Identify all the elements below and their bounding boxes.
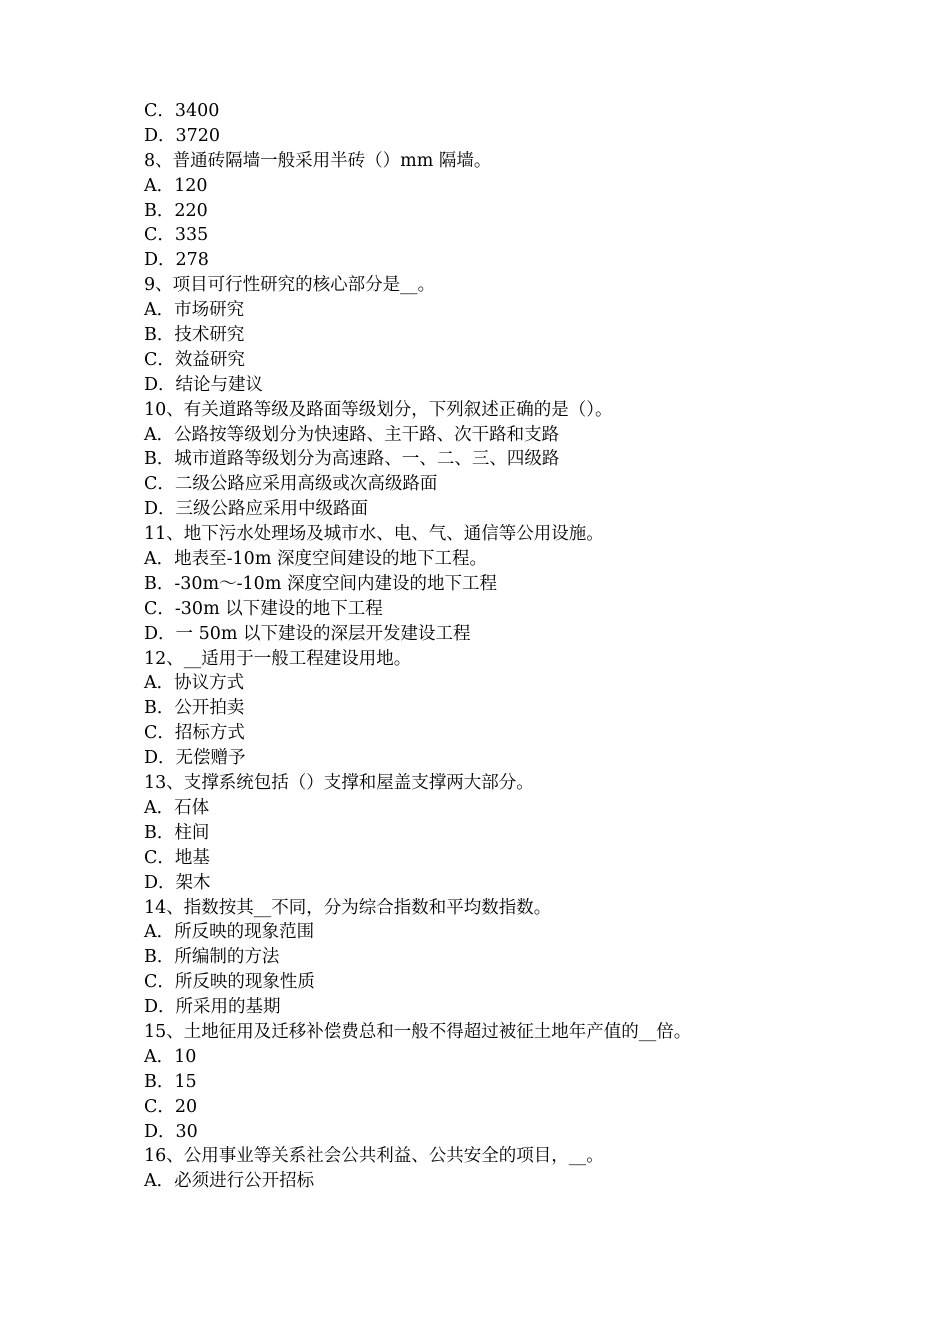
answer-option-c: C．3400 bbox=[144, 101, 220, 121]
answer-option-c: C．地基 bbox=[144, 847, 210, 868]
answer-option-b: B．所编制的方法 bbox=[144, 947, 280, 968]
answer-option-d: D．3720 bbox=[144, 125, 221, 146]
answer-option-a: A．石体 bbox=[144, 797, 210, 818]
answer-option-d: D．一 50m 以下建设的深层开发建设工程 bbox=[144, 623, 471, 644]
answer-option-d: D．所采用的基期 bbox=[144, 997, 281, 1018]
answer-option-d: D．30 bbox=[144, 1121, 198, 1142]
question-16: 16、公用事业等关系社会公共利益、公共安全的项目，__。 bbox=[144, 1146, 604, 1167]
answer-option-b: B．公开拍卖 bbox=[144, 698, 245, 719]
answer-option-b: B．城市道路等级划分为高速路、一、二、三、四级路 bbox=[144, 449, 560, 470]
answer-option-a: A．10 bbox=[144, 1046, 197, 1067]
answer-option-c: C．所反映的现象性质 bbox=[144, 972, 315, 993]
answer-option-d: D．三级公路应采用中级路面 bbox=[144, 499, 369, 520]
question-10: 10、有关道路等级及路面等级划分，下列叙述正确的是（）。 bbox=[144, 399, 613, 420]
answer-option-c: C．-30m 以下建设的地下工程 bbox=[144, 598, 383, 619]
answer-option-b: B．15 bbox=[144, 1071, 197, 1092]
answer-option-a: A．地表至-10m 深度空间建设的地下工程。 bbox=[144, 549, 487, 570]
document-page bbox=[144, 99, 864, 1194]
answer-option-c: C．335 bbox=[144, 225, 209, 246]
answer-option-a: A．协议方式 bbox=[144, 673, 245, 694]
answer-option-c: C．20 bbox=[144, 1096, 198, 1117]
question-12: 12、__适用于一般工程建设用地。 bbox=[144, 648, 412, 669]
question-11: 11、地下污水处理场及城市水、电、气、通信等公用设施。 bbox=[144, 524, 604, 545]
question-15: 15、土地征用及迁移补偿费总和一般不得超过被征土地年产值的__倍。 bbox=[144, 1021, 692, 1042]
answer-option-a: A．120 bbox=[144, 175, 208, 196]
answer-option-b: B．220 bbox=[144, 200, 208, 221]
answer-option-d: D．278 bbox=[144, 250, 209, 271]
question-13: 13、支撑系统包括（）支撑和屋盖支撑两大部分。 bbox=[144, 773, 534, 794]
answer-option-d: D．架木 bbox=[144, 872, 211, 893]
answer-option-b: B．-30m～-10m 深度空间内建设的地下工程 bbox=[144, 573, 497, 594]
answer-option-d: D．结论与建议 bbox=[144, 374, 264, 395]
answer-option-a: A．必须进行公开招标 bbox=[144, 1171, 315, 1192]
answer-option-b: B．技术研究 bbox=[144, 325, 245, 346]
answer-option-a: A．市场研究 bbox=[144, 300, 245, 321]
question-8: 8、普通砖隔墙一般采用半砖（）mm 隔墙。 bbox=[144, 150, 492, 171]
answer-option-c: C．招标方式 bbox=[144, 723, 245, 744]
answer-option-c: C．二级公路应采用高级或次高级路面 bbox=[144, 474, 438, 495]
answer-option-a: A．公路按等级划分为快速路、主干路、次干路和支路 bbox=[144, 424, 560, 445]
answer-option-c: C．效益研究 bbox=[144, 349, 245, 370]
question-14: 14、指数按其__不同，分为综合指数和平均数指数。 bbox=[144, 897, 552, 918]
question-9: 9、项目可行性研究的核心部分是__。 bbox=[144, 275, 436, 296]
answer-option-a: A．所反映的现象范围 bbox=[144, 922, 315, 943]
answer-option-b: B．柱间 bbox=[144, 822, 210, 843]
answer-option-d: D．无偿赠予 bbox=[144, 748, 246, 769]
